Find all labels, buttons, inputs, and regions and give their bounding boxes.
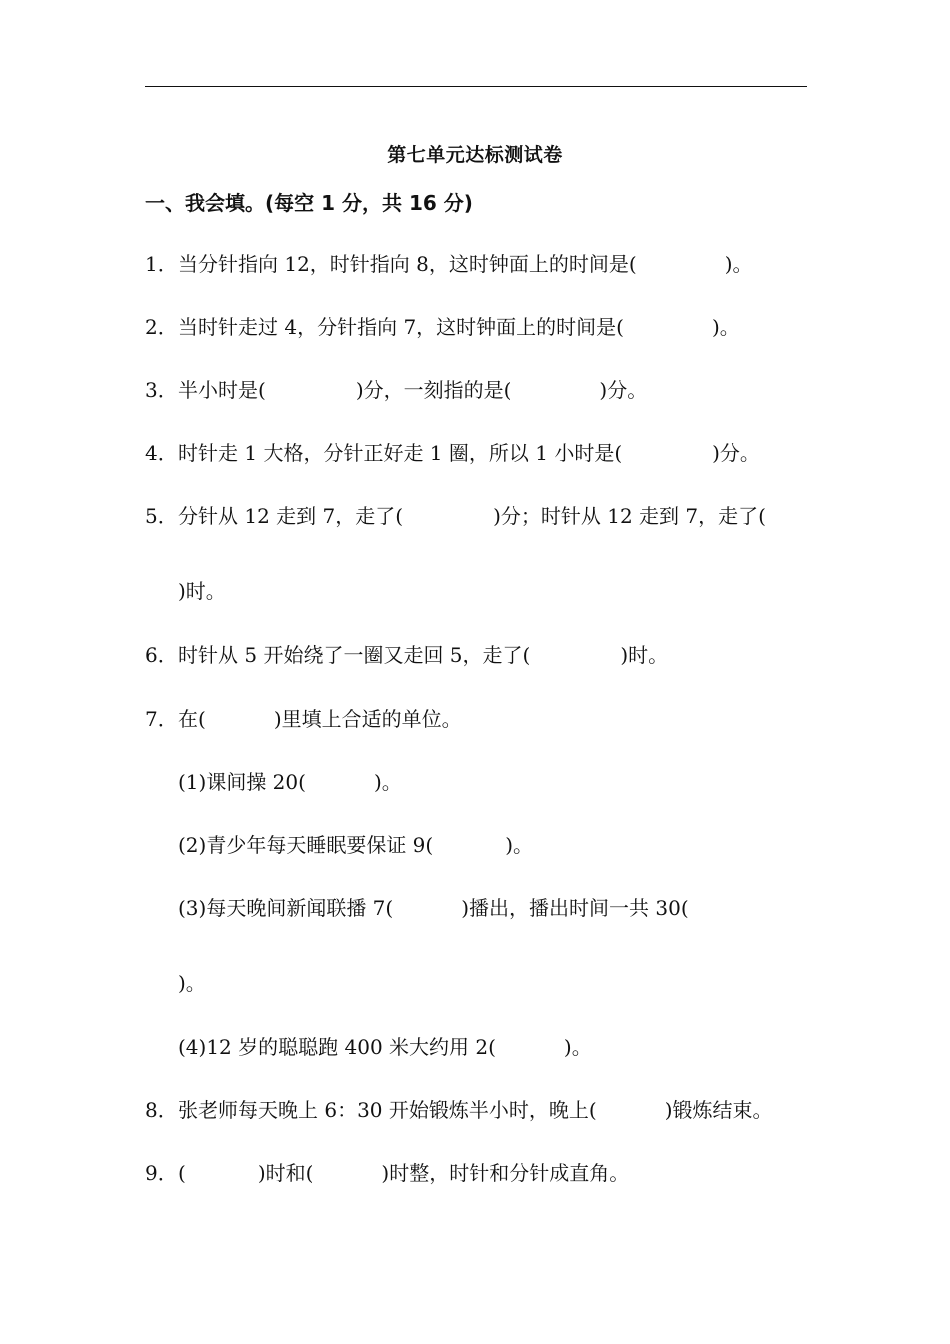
question-text: 当时针走过 4，分针指向 7，这时钟面上的时间是( (178, 315, 624, 339)
question-8 (145, 1097, 773, 1123)
question-7-part-1 (178, 769, 402, 795)
question-number: 3． (145, 378, 178, 402)
question-number: 6． (145, 643, 178, 667)
question-text: )时整，时针和分针成直角。 (381, 1161, 630, 1185)
question-text: (1)课间操 20( (178, 770, 306, 794)
question-text: 时针从 5 开始绕了一圈又走回 5，走了( (178, 643, 531, 667)
question-text: )。 (178, 971, 206, 995)
question-text: )。 (505, 833, 534, 857)
question-1 (145, 251, 753, 277)
question-text: 半小时是( (178, 378, 266, 402)
question-text: (3)每天晚间新闻联播 7( (178, 896, 394, 920)
question-number: 1． (145, 252, 178, 276)
question-text: )分，一刻指的是( (355, 378, 512, 402)
question-9 (145, 1160, 629, 1186)
question-7-part-3 (178, 895, 689, 921)
question-4 (145, 440, 760, 466)
question-text: )时。 (178, 579, 226, 603)
question-text: (2)青少年每天睡眠要保证 9( (178, 833, 434, 857)
question-text: 分针从 12 走到 7，走了( (178, 504, 404, 528)
question-number: 4． (145, 441, 178, 465)
question-6 (145, 642, 668, 668)
question-text: )。 (373, 770, 402, 794)
question-2 (145, 314, 740, 340)
question-number: 5． (145, 504, 178, 528)
question-number: 8． (145, 1098, 178, 1122)
question-5-continued (178, 578, 226, 604)
section-heading: 一、我会填。(每空 1 分，共 16 分) (145, 191, 473, 215)
question-text: )分；时针从 12 走到 7，走了( (493, 504, 766, 528)
question-text: )里填上合适的单位。 (273, 707, 462, 731)
question-text: (4)12 岁的聪聪跑 400 米大约用 2( (178, 1035, 496, 1059)
question-7 (145, 706, 462, 732)
question-7-part-4 (178, 1034, 592, 1060)
question-text: )。 (563, 1035, 592, 1059)
question-text: 时针走 1 大格，分针正好走 1 圈，所以 1 小时是( (178, 441, 623, 465)
question-number: 9． (145, 1161, 178, 1185)
question-text: )播出，播出时间一共 30( (461, 896, 689, 920)
question-text: 当分针指向 12，时针指向 8，这时钟面上的时间是( (178, 252, 637, 276)
question-7-part-3-continued (178, 970, 206, 996)
question-text: ( (178, 1161, 186, 1185)
question-number: 7． (145, 707, 178, 731)
header-rule (145, 86, 807, 87)
page-title: 第七单元达标测试卷 (387, 144, 563, 166)
question-text: 张老师每天晚上 6：30 开始锻炼半小时，晚上( (178, 1098, 597, 1122)
question-5 (145, 503, 766, 529)
question-text: )分。 (712, 441, 760, 465)
question-text: )时。 (620, 643, 669, 667)
question-7-part-2 (178, 832, 533, 858)
question-text: 在( (178, 707, 206, 731)
question-text: )分。 (599, 378, 648, 402)
question-3 (145, 377, 647, 403)
question-text: )时和( (257, 1161, 314, 1185)
question-text: )锻炼结束。 (664, 1098, 773, 1122)
question-text: )。 (711, 315, 740, 339)
question-text: )。 (724, 252, 753, 276)
question-number: 2． (145, 315, 178, 339)
